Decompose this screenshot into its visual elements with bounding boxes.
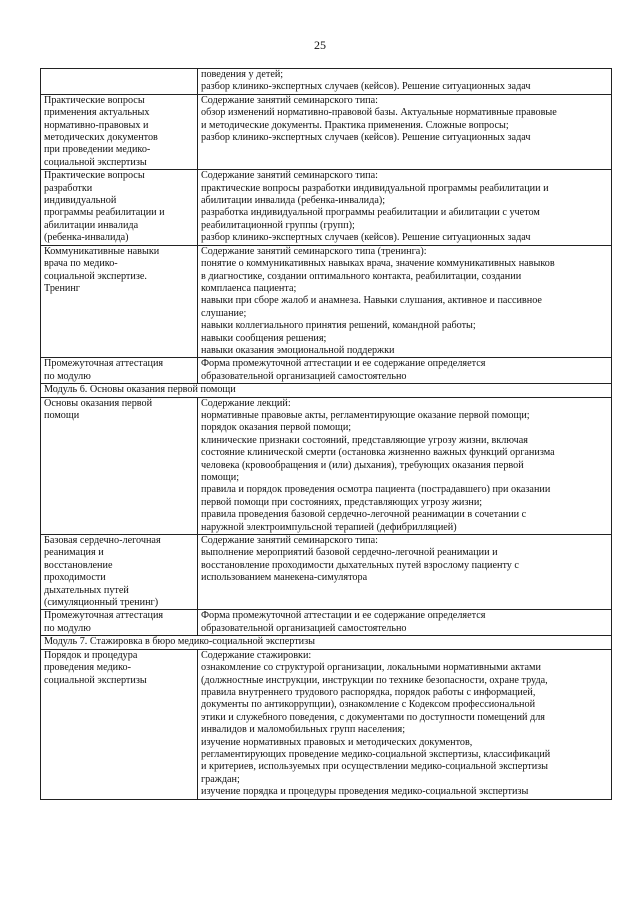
topic-line: индивидуальной: [44, 195, 117, 207]
topic-line: разработки: [44, 182, 93, 194]
content-line: (должностные инструкции, инструкции по технике безопасности, охране труда,: [201, 674, 548, 686]
topic-line: Практические вопросы: [44, 94, 145, 106]
content-line: Содержание занятий семинарского типа:: [201, 170, 378, 182]
table-row: [41, 245, 612, 358]
topic-cell: [41, 649, 198, 799]
table-row: [41, 69, 612, 95]
content-cell: [198, 358, 612, 384]
module-header-row: [41, 384, 612, 397]
content-line: Содержание стажировки:: [201, 649, 312, 661]
content-line: использованием манекена-симулятора: [201, 572, 368, 584]
content-line: выполнение мероприятий базовой сердечно-легочной реанимации и: [201, 547, 498, 559]
topic-cell: [41, 358, 198, 384]
topic-line: Промежуточная аттестация: [44, 610, 164, 622]
table-row: [41, 535, 612, 610]
content-cell: [198, 69, 612, 95]
topic-line: программы реабилитации и: [44, 207, 165, 219]
topic-line: (симуляционный тренинг): [44, 597, 159, 609]
topic-line: врача по медико-: [44, 258, 118, 270]
topic-line: проведения медико-: [44, 662, 132, 674]
content-line: инвалидов и маломобильных групп населения;: [201, 724, 406, 736]
content-line: навыки оказания эмоциональной поддержки: [201, 344, 395, 356]
topic-line: реанимация и: [44, 547, 104, 559]
topic-line: восстановление: [44, 559, 113, 571]
topic-cell: [41, 170, 198, 245]
content-cell: [198, 245, 612, 358]
table-row: [41, 94, 612, 169]
topic-line: (ребенка-инвалида): [44, 232, 129, 244]
content-line: Содержание занятий семинарского типа:: [201, 94, 378, 106]
content-line: понятие о коммуникативных навыках врача, значение коммуникативных навыков: [201, 258, 555, 270]
topic-line: методических документов: [44, 132, 158, 144]
topic-line: при проведении медико-: [44, 144, 151, 156]
content-line: поведения у детей;: [201, 69, 284, 80]
content-line: этики и служебного поведения, с документами по доступности помещений для: [201, 711, 545, 723]
table-row: [41, 397, 612, 534]
content-line: клинические признаки состояний, представляющие угрозу жизни, включая: [201, 434, 528, 446]
topic-line: по модулю: [44, 622, 91, 634]
content-line: наружной электроимпульсной терапией (дефибрилляцией): [201, 521, 457, 533]
content-line: обзор изменений нормативно-правовой базы. Актуальные нормативные правовые: [201, 107, 557, 119]
content-line: правила проведения базовой сердечно-легочной реанимации в сочетании с: [201, 509, 527, 521]
content-line: ознакомление со структурой организации, локальными нормативными актами: [201, 662, 541, 674]
content-line: образовательной организацией самостоятельно: [201, 370, 407, 382]
content-line: граждан;: [201, 773, 240, 785]
content-line: разработка индивидуальной программы реабилитации и абилитации с учетом: [201, 207, 540, 219]
topic-line: Практические вопросы: [44, 170, 145, 182]
table-row: [41, 358, 612, 384]
module-title: Модуль 6. Основы оказания первой помощи: [41, 384, 612, 397]
table-row: [41, 170, 612, 245]
topic-line: применения актуальных: [44, 107, 150, 119]
content-cell: [198, 397, 612, 534]
content-line: Содержание лекций:: [201, 397, 291, 409]
content-cell: [198, 649, 612, 799]
content-line: помощи;: [201, 472, 240, 483]
content-line: изучение нормативных правовых и методических документов,: [201, 736, 473, 748]
topic-line: социальной экспертизы: [44, 674, 147, 686]
content-line: слушание;: [201, 307, 247, 319]
content-cell: [198, 610, 612, 636]
curriculum-table: [40, 68, 612, 800]
content-line: правила и порядок проведения осмотра пациента (пострадавшего) при оказании: [201, 484, 551, 496]
content-line: и критериев, используемых при осуществлении медико-социальной экспертизы: [201, 761, 549, 773]
topic-cell: [41, 535, 198, 610]
module-title: Модуль 7. Стажировка в бюро медико-социальной экспертизы: [41, 636, 612, 649]
topic-cell: [41, 245, 198, 358]
content-line: абилитации инвалида (ребенка-инвалида);: [201, 195, 386, 207]
topic-line: абилитации инвалида: [44, 219, 139, 231]
topic-line: социальной экспертизы: [44, 156, 147, 168]
table-body: [41, 69, 612, 800]
content-cell: [198, 535, 612, 610]
content-line: восстановление проходимости дыхательных путей взрослому пациенту с: [201, 559, 519, 571]
topic-line: дыхательных путей: [44, 584, 129, 596]
content-line: Форма промежуточной аттестации и ее содержание определяется: [201, 610, 486, 622]
topic-cell: [41, 69, 198, 95]
topic-line: социальной экспертизе.: [44, 270, 147, 282]
content-line: документы по антикоррупции), ознакомление с Кодексом профессиональной: [201, 699, 536, 711]
content-line: человека (кровообращения и (или) дыхания), требующих оказания первой: [201, 459, 524, 471]
topic-cell: [41, 397, 198, 534]
content-line: навыки коллегиального принятия решений, командной работы;: [201, 320, 476, 332]
content-line: первой помощи при состояниях, представляющих угрозу жизни;: [201, 496, 483, 508]
content-line: порядок оказания первой помощи;: [201, 422, 352, 434]
topic-line: Промежуточная аттестация: [44, 358, 164, 370]
content-line: разбор клинико-экспертных случаев (кейсов). Решение ситуационных задач: [201, 81, 531, 93]
content-line: правила внутреннего трудового распорядка, порядок работы с информацией,: [201, 686, 536, 698]
content-line: практические вопросы разработки индивидуальной программы реабилитации и: [201, 182, 549, 194]
content-line: навыки сообщения решения;: [201, 332, 327, 344]
content-cell: [198, 170, 612, 245]
content-line: нормативные правовые акты, регламентирующие оказание первой помощи;: [201, 409, 530, 421]
topic-line: Основы оказания первой: [44, 397, 153, 409]
topic-line: помощи: [44, 409, 80, 421]
content-line: комплаенса пациента;: [201, 282, 297, 294]
topic-line: проходимости: [44, 572, 106, 584]
topic-line: нормативно-правовых и: [44, 119, 149, 131]
topic-line: Тренинг: [44, 282, 80, 294]
content-line: Содержание занятий семинарского типа (тренинга):: [201, 245, 427, 257]
content-line: в диагностике, создании оптимального контакта, реабилитации, создании: [201, 270, 522, 282]
topic-line: Коммуникативные навыки: [44, 245, 160, 257]
content-line: регламентирующих проведение медико-социальной экспертизы, классификаций: [201, 748, 551, 760]
content-line: образовательной организацией самостоятельно: [201, 622, 407, 634]
table-row: [41, 649, 612, 799]
content-line: и методические документы. Практика применения. Сложные вопросы;: [201, 119, 509, 131]
content-line: Форма промежуточной аттестации и ее содержание определяется: [201, 358, 486, 370]
content-line: состояние клинической смерти (остановка жизненно важных функций организма: [201, 447, 555, 459]
topic-line: по модулю: [44, 370, 91, 382]
content-line: разбор клинико-экспертных случаев (кейсов). Решение ситуационных задач: [201, 232, 531, 244]
topic-line: Порядок и процедура: [44, 649, 138, 661]
content-line: разбор клинико-экспертных случаев (кейсов). Решение ситуационных задач: [201, 132, 531, 144]
content-line: навыки при сборе жалоб и анамнеза. Навыки слушания, активное и пассивное: [201, 295, 542, 307]
topic-cell: [41, 610, 198, 636]
topic-line: Базовая сердечно-легочная: [44, 535, 161, 547]
topic-cell: [41, 94, 198, 169]
table-row: [41, 610, 612, 636]
module-header-row: [41, 636, 612, 649]
content-cell: [198, 94, 612, 169]
content-line: изучение порядка и процедуры проведения медико-социальной экспертизы: [201, 786, 529, 798]
content-line: Содержание занятий семинарского типа:: [201, 535, 378, 547]
page-number: 25: [314, 38, 326, 52]
content-line: реабилитационной группы (групп);: [201, 219, 355, 231]
